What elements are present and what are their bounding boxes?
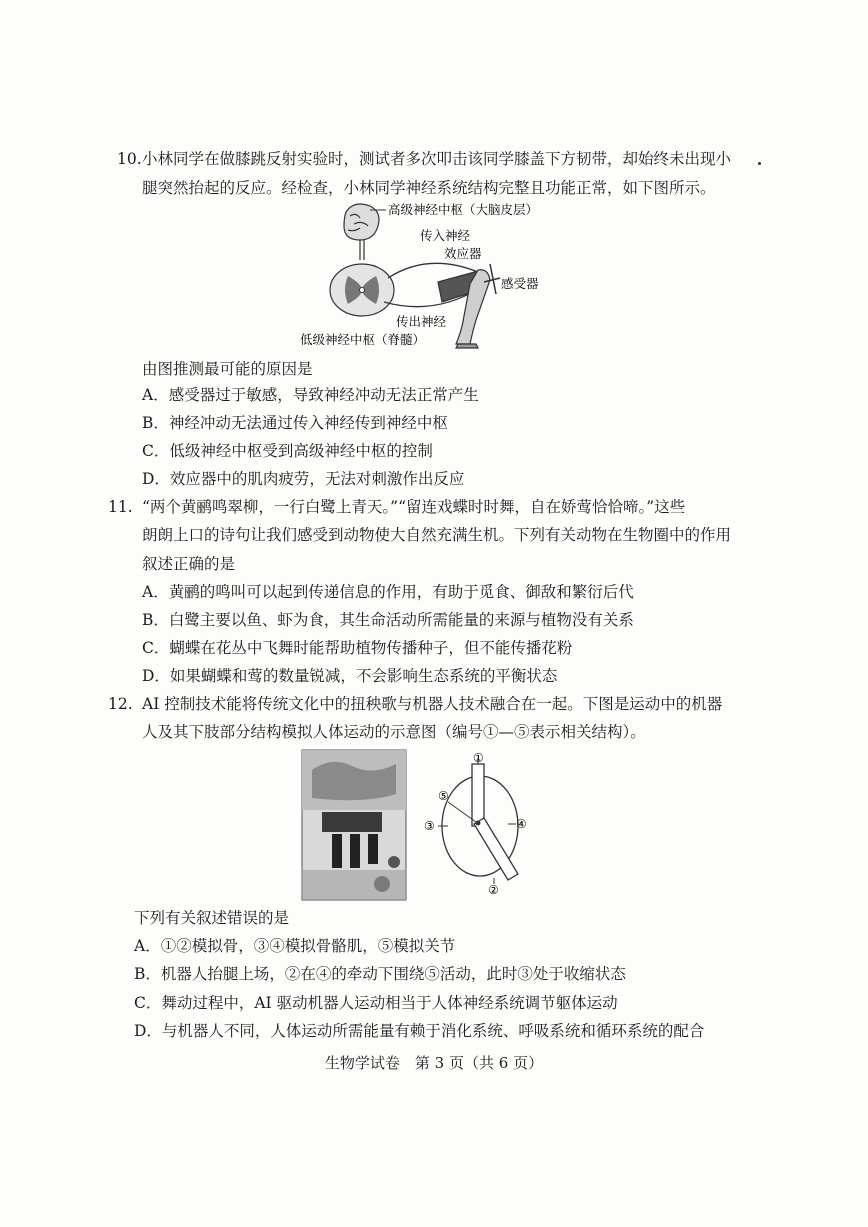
- q11-option-a[interactable]: A．黄鹂的鸣叫可以起到传递信息的作用，有助于觅食、御敌和繁衍后代: [142, 583, 634, 601]
- q11-stem-line2: 朗朗上口的诗句让我们感受到动物使大自然充满生机。下列有关动物在生物圈中的作用: [142, 526, 732, 544]
- robot-photo: [302, 750, 406, 900]
- q10-prompt: 由图推测最可能的原因是: [142, 360, 313, 378]
- spinal-cord-drawing: [330, 264, 394, 316]
- q10-number: 10.: [117, 150, 142, 168]
- brain-drawing: [344, 204, 379, 260]
- marker-2: ②: [488, 883, 499, 897]
- q11-stem-line3: 叙述正确的是: [142, 555, 236, 573]
- q11-number: 11.: [108, 498, 133, 516]
- q12-stem-line1: AI 控制技术能将传统文化中的扭秧歌与机器人技术融合在一起。下图是运动中的机器: [142, 695, 723, 713]
- marker-5: ⑤: [438, 789, 449, 803]
- q12-option-a[interactable]: A．①②模拟骨，③④模拟骨骼肌，⑤模拟关节: [134, 937, 456, 955]
- page-footer: 生物学试卷 第 3 页（共 6 页）: [324, 1054, 544, 1072]
- label-spinal: 低级神经中枢（脊髓）: [300, 332, 426, 347]
- q10-option-c[interactable]: C．低级神经中枢受到高级神经中枢的控制: [142, 442, 433, 460]
- q10-option-d[interactable]: D．效应器中的肌肉疲劳，无法对刺激作出反应: [142, 470, 465, 488]
- q12-option-b[interactable]: B．机器人抬腿上场，②在④的牵动下围绕⑤活动，此时③处于收缩状态: [134, 965, 626, 983]
- label-afferent: 传入神经: [420, 228, 471, 243]
- label-efferent: 传出神经: [396, 314, 447, 329]
- knee-reflex-figure: [300, 198, 558, 350]
- label-receptor: 感受器: [501, 276, 539, 291]
- q10-stem-line2: 腿突然抬起的反应。经检查，小林同学神经系统结构完整且功能正常，如下图所示。: [142, 179, 716, 197]
- q12-option-c[interactable]: C．舞动过程中，AI 驱动机器人运动相当于人体神经系统调节躯体运动: [134, 994, 618, 1012]
- q12-option-d[interactable]: D．与机器人不同，人体运动所需能量有赖于消化系统、呼吸系统和循环系统的配合: [134, 1022, 705, 1040]
- marker-4: ④: [516, 817, 527, 831]
- label-effector: 效应器: [444, 246, 482, 261]
- q11-option-b[interactable]: B．白鹭主要以鱼、虾为食，其生命活动所需能量的来源与植物没有关系: [142, 611, 634, 629]
- label-brain: 高级神经中枢（大脑皮层）: [388, 202, 539, 217]
- marker-1: ①: [473, 751, 484, 765]
- q10-stem-line1: 小林同学在做膝跳反射实验时，测试者多次叩击该同学膝盖下方韧带，却始终未出现小: [142, 150, 732, 168]
- scan-speck: [758, 162, 761, 165]
- leg-drawing: [438, 270, 490, 348]
- q12-number: 12.: [108, 695, 133, 713]
- q11-option-c[interactable]: C．蝴蝶在花丛中飞舞时能帮助植物传播种子，但不能传播花粉: [142, 639, 573, 657]
- q11-option-d[interactable]: D．如果蝴蝶和莺的数量锐减，不会影响生态系统的平衡状态: [142, 667, 558, 685]
- leg-schematic: [420, 750, 530, 900]
- q12-prompt: 下列有关叙述错误的是: [134, 909, 290, 927]
- q11-stem-line1: “两个黄鹂鸣翠柳，一行白鹭上青天。”“留连戏蝶时时舞，自在娇莺恰恰啼。”这些: [142, 498, 686, 516]
- q12-stem-line2: 人及其下肢部分结构模拟人体运动的示意图（编号①—⑤表示相关结构）。: [142, 723, 646, 741]
- q10-option-a[interactable]: A．感受器过于敏感，导致神经冲动无法正常产生: [142, 386, 479, 404]
- marker-3: ③: [424, 819, 435, 833]
- q10-option-b[interactable]: B．神经冲动无法通过传入神经传到神经中枢: [142, 414, 448, 432]
